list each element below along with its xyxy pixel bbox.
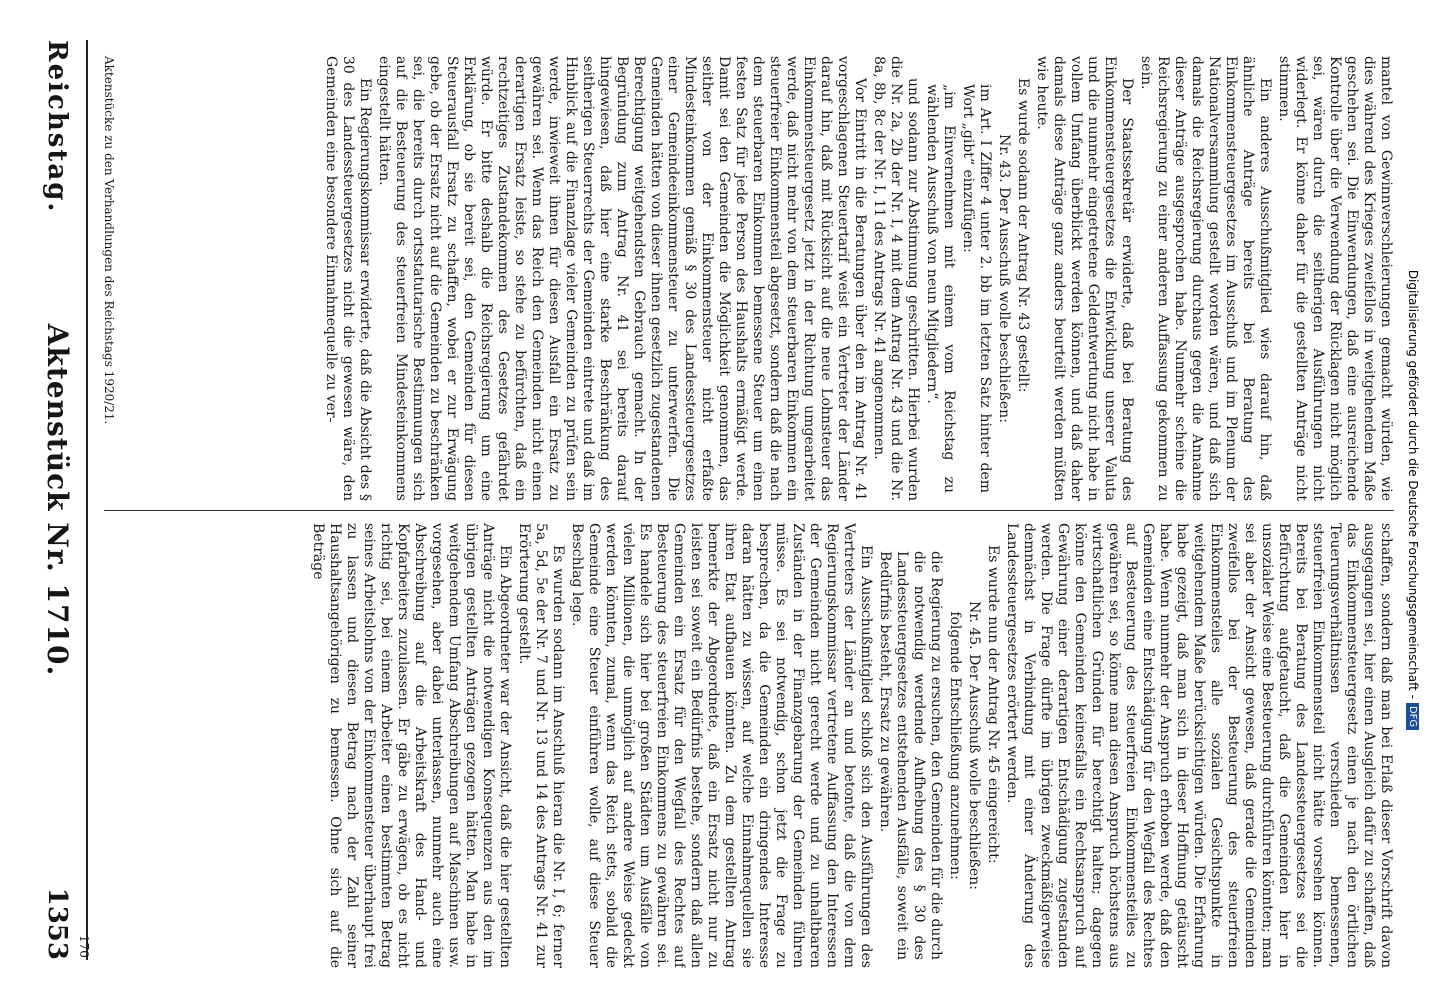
dfg-logo: DFG [1406,703,1419,730]
paragraph: mantel von Gewinnverschleierungen gemacht würden, wie dies während des Krieges zweifellos in weitgehendem Maße geschehen sei. Die Einwendungen, daß eine ausreichende Kontrolle über die Verwendung der Rücklagen nicht möglich sei, wären durch die seitherigen Ausführungen nicht widerlegt. Er könne daher für die gestellten Anträge nicht stimmen. [1276,56,1394,501]
paragraph: Ein Ausschußmitglied schloß sich den Ausführungen des Vertreters der Länder an und betonte, daß die von dem Regierungskommissar vertretene Auffassung den Interessen der Gemeinden nicht gerecht werde und zu unhaltbaren Zuständen in der Finanzgebarung der Gemeinden führen müsse. Es sei notwendig, schon jetzt die Frage zu besprechen, da die Gemeinden ein dringendes Interesse daran hätten zu wissen, auf welche Einnahmequellen sie ihren Etat aufbauen könnten. Zu dem gestellten Antrag bemerkte der Abgeordnete, daß ein Ersatz nicht nur zu leisten sei soweit ein Bedürfnis bestehe, sondern daß allen Gemeinden ein Ersatz für den Wegfall des Rechtes auf Besteuerung des steuerfreien Einkommens zu gewähren sei. Es handele sich hier bei großen Städten um Ausfälle von vielen Millionen, die unmöglich auf andere Weise gedeckt werden könnten, zumal, wenn das Reich stets, sobald die Gemeinde eine Steuer einführen wolle, auf diese Steuer Beschlag lege. [569,523,874,968]
paragraph: Es wurde nun der Antrag Nr. 45 eingereicht: [985,545,1001,864]
header-left: Reichstag. [42,40,72,214]
paragraph: folgende Entschließung anzunehmen: [947,611,963,880]
left-column [104,56,1394,501]
credit-text: Digitalisierung gefördert durch die Deutsche Forschungsgemeinschaft - [1406,269,1420,699]
paragraph: Der Staatssekretär erwiderte, daß bei Beratung des Einkommensteuergesetzes die Entwicklung unserer Valuta und die nunmehr eingetretene Geldentwertung nicht habe in vollem Umfang überblickt werden können, und daß daher damals diese Anträge ganz anders beurteilt werden müßten wie heute. [1034,56,1135,501]
paragraph: Es wurden sodann im Anschluß hieran die Nr. I, 6; ferner 5a, 5d, 5e der Nr. 7 und Nr. 13 und 14 des Antrags Nr. 41 zur Erörterung gestellt. [516,523,566,968]
paragraph: Ein Abgeordneter war der Ansicht, daß die hier gestellten Anträge nicht die notwendigen Konsequenzen aus den im übrigen gestellten Anträgen gezogen hätten. Man habe in weitgehendem Umfang Abschreibungen auf Maschinen usw. vorgesehen, aber dabei unterlassen, nunmehr auch eine Abschreibung auf die Arbeitskraft des Hand- und Kopfarbeiters zuzulassen. Er gäbe zu erwägen, ob es nicht richtig sei, bei einem Arbeiter einen bestimmten Betrag seines Arbeitslohns von der Einkommensteuer überhaupt frei zu lassen und diesen Betrag nach der Zahl seiner Haushaltsangehörigen zu bemessen. Ohne sich auf die Beträge [310,523,513,968]
column-divider [104,510,1394,511]
header-title: Aktenstück Nr. 1710. [41,323,74,677]
paragraph: Nr. 43. Der Ausschuß wolle beschließen: [996,134,1012,423]
paragraph: Ein Regierungskommissar erwiderte, daß die Absicht des § 30 des Landessteuergesetzes nicht die gewesen wäre, den Gemeinden eine besondere Einnahmequelle zu ver- [323,56,373,501]
paragraph: Es wurde sodann der Antrag Nr. 43 gestellt: [1015,78,1031,393]
paragraph: Ein anderes Ausschußmitglied wies darauf hin, daß ähnliche Anträge bereits bei Beratung des Einkommensteuergesetzes im Ausschuß und im Plenum der Nationalversammlung gestellt worden wären, und daß sich damals die Reichsregierung durchaus gegen die Annahme dieser Anträge ausgesprochen habe. Nunmehr scheine die Reichsregierung zu einer anderen Auffassung gekommen zu sein. [1138,56,1273,501]
page-header [34,40,74,960]
header-page-number: 1353 [42,887,72,960]
paragraph: Nr. 45. Der Ausschuß wolle beschließen: [966,601,982,890]
right-column [104,523,1394,968]
paragraph: schaffen, sondern daß man bei Erlaß dieser Vorschrift davon ausgegangen sei, hier einen Ausgleich dafür zu schaffen, daß das Einkommensteuergesetz einen je nach den örtlichen Teuerungsverhältnissen verschieden bemessenen, steuerfreien Einkommensteil nicht hätte vorsehen können. Bereits bei Beratung des Landessteuergesetzes sei die Befürchtung aufgetaucht, daß die Gemeinden hier in unsozialer Weise eine Besteuerung durchführen könnten; man sei aber der Ansicht gewesen, daß gerade die Gemeinden zweifellos bei der Besteuerung des steuerfreien Einkommensteiles alle sozialen Gesichtspunkte in weitgehendem Maße berücksichtigen würden. Die Erfahrung habe gezeigt, daß man sich in dieser Hoffnung getäuscht habe. Wenn nunmehr der Anspruch erhoben werde, daß den Gemeinden eine Entschädigung für den Wegfall des Rechtes auf Besteuerung des steuerfreien Einkommensteiles zu gewähren sei, so könne man diesen Anspruch höchstens aus wirtschaftlichen Gründen für berechtigt halten; dagegen könne den Gemeinden keinesfalls ein Rechtsanspruch auf Gewährung einer derartigen Entschädigung zugestanden werden. Die Frage dürfte im übrigen zweckmäßigerweise demnächst in Verbindung mit einer Änderung des Landessteuergesetzes erörtert werden. [1004,523,1394,968]
credit-strip [1398,0,1428,1000]
paragraph: im Art. I Ziffer 4 unter 2. bb im letzten Satz hinter dem Wort „gibt“ einzufügen: [960,84,993,493]
header-rule [86,40,88,960]
footer-source: Aktenstücke zu den Verhandlungen des Reichstags 1920/21. [102,56,116,425]
footer-page-number: 170 [77,935,91,958]
paragraph: Vor Eintritt in die Beratungen über den im Antrag Nr. 41 vorgeschlagenen Steuertarif weist ein Vertreter der Länder darauf hin, daß mit Rücksicht auf die neue Lohnsteuer das Einkommensteuergesetz jetzt in der Richtung umgearbeitet werde, daß nicht mehr von dem steuerbaren Einkommen ein steuerfreier Einkommensteil abgesetzt, sondern daß die nach dem steuerbaren Einkommen bemessene Steuer um einen festen Satz für jede Person des Haushalts ermäßigt werde. Damit sei den Gemeinden die Möglichkeit genommen, das seither von der Einkommensteuer nicht erfaßte Mindesteinkommen gemäß § 30 des Landessteuergesetzes einer Gemeindeeinkommensteuer zu unterwerfen. Die Gemeinden hätten von dieser ihnen gesetzlich zugestandenen Berechtigung weitgehendsten Gebrauch gemacht. In der Begründung zum Antrag Nr. 41 sei bereits darauf hingewiesen, daß hier eine starke Beschränkung des seitherigen Steuerrechts der Gemeinden eintrete und daß im Hinblick auf die Finanzlage vieler Gemeinden zu prüfen sein werde, inwieweit ihnen für diesen Ausfall ein Ersatz zu gewähren sei. Wenn das Reich den Gemeinden nicht einen derartigen Ersatz leiste, so stehe zu befürchten, daß ein rechtzeitiges Zustandekommen des Gesetzes gefährdet würde. Er bitte deshalb die Reichsregierung um eine Erklärung, ob sie bereit sei, den Gemeinden für diesen Steuerausfall Ersatz zu schaffen, wobei er zur Erwägung gebe, ob der Ersatz nicht auf die Gemeinden zu beschränken sei, die bereits durch ortsstatutarische Bestimmungen sich auf die Besteuerung des steuerfreien Mindesteinkommens eingestellt hätten. [376,56,868,501]
paragraph: und sodann zur Abstimmung geschritten. Hierbei wurden die Nr. 2a, 2b der Nr. I, 4 mit dem Antrag Nr. 43 und die Nr. 8a, 8b, 8c der Nr. I, 11 des Antrags Nr. 41 angenommen. [871,56,921,501]
paragraph: „im Einvernehmen mit einem vom Reichstag zu wählenden Ausschuß von neun Mitgliedern“. [924,84,957,493]
paragraph: die Regierung zu ersuchen, den Gemeinden für die durch die notwendig werdende Aufhebung des § 30 des Landessteuergesetzes entstehenden Ausfälle, soweit ein Bedürfnis besteht, Ersatz zu gewähren. [877,551,944,960]
